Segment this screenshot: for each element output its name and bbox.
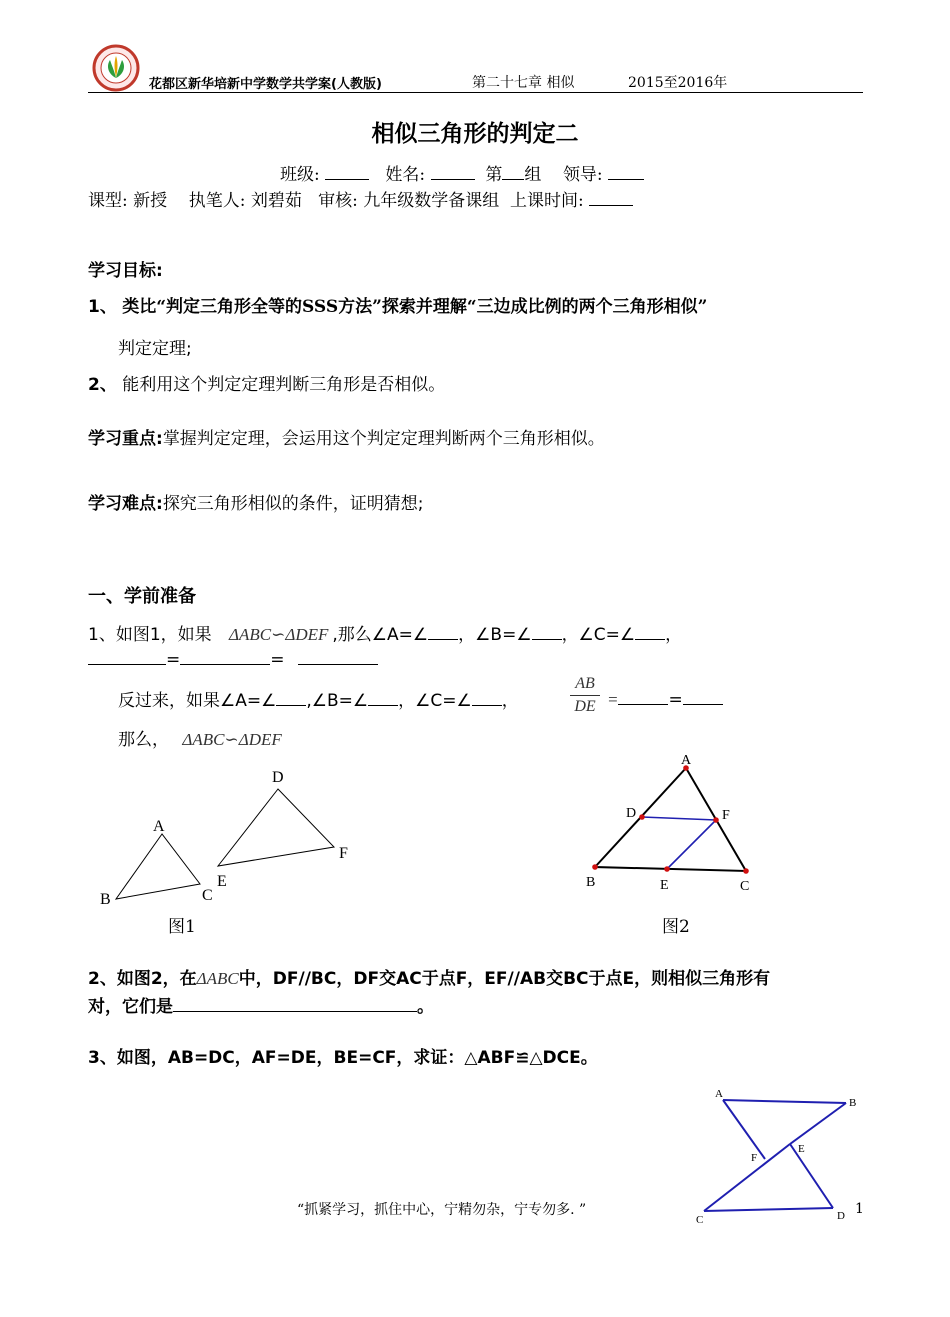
fig2-segment-ef <box>667 820 716 869</box>
goal-2-text: 能利用这个判定定理判断三角形是否相似。 <box>122 375 446 395</box>
q1-then-line <box>118 725 282 750</box>
q1-eq3: = <box>668 690 683 710</box>
fig2-caption: 图2 <box>662 917 690 937</box>
info-line-1 <box>280 160 644 185</box>
class-blank[interactable] <box>325 163 369 180</box>
focus-text: 掌握判定定理，会运用这个判定定理判断两个三角形相似。 <box>162 429 605 449</box>
q1-blank-a[interactable] <box>428 623 458 640</box>
q1-frac-den: DE <box>574 698 596 715</box>
goal-2-num: 2、 <box>88 375 117 395</box>
header-school: 花都区新华培新中学数学共学案(人教版) <box>149 77 382 92</box>
q1-after-sim: ,那么∠A=∠ <box>332 625 429 645</box>
fig2-label-b: B <box>586 875 596 890</box>
q3-text: 3、如图，AB=DC，AF=DE，BE=CF，求证：△ABF≌△DCE。 <box>88 1048 598 1068</box>
q1-frac-bar <box>570 695 600 696</box>
goal-2 <box>88 370 445 395</box>
q2-answer-blank[interactable] <box>173 995 417 1012</box>
fig2-point-b <box>592 864 598 870</box>
q1-trail: ， <box>665 625 683 645</box>
q1-conv-b: ,∠B=∠ <box>306 691 369 711</box>
type-line: 课型: 新授 执笔人: 刘碧茹 审核: 九年级数学备课组 上课时间: <box>88 191 584 211</box>
q1-b-eq: ，∠B=∠ <box>458 625 532 645</box>
q1-conv-prefix: 反过来，如果∠A=∠ <box>118 691 277 711</box>
q1-c-eq: ，∠C=∠ <box>561 625 636 645</box>
name-blank[interactable] <box>431 163 475 180</box>
fig1-label-c: C <box>202 887 213 904</box>
header-year: 2015至2016年 <box>628 75 728 91</box>
q1-blank-b[interactable] <box>532 623 562 640</box>
time-blank[interactable] <box>589 189 633 206</box>
fig1-label-b: B <box>100 891 111 908</box>
q1-frac-rest <box>607 688 723 710</box>
figure-3 <box>696 1080 870 1230</box>
figure-1 <box>90 760 370 910</box>
q1-prefix: 1、如图1，如果 <box>88 625 212 645</box>
info-line-2 <box>88 186 633 211</box>
q2-line2: 对，它们是 <box>88 997 173 1017</box>
q1-line-2 <box>88 648 378 670</box>
fig1-label-e: E <box>217 873 227 890</box>
q2-prefix: 2、如图2，在 <box>88 969 197 989</box>
q2-text: 中，DF//BC，DF交AC于点F，EF//AB交BC于点E，则相似三角形有 <box>238 969 771 989</box>
page-number: 1 <box>855 1201 864 1217</box>
fig3-label-b: B <box>849 1097 857 1109</box>
fig3-segment-cb <box>704 1144 790 1211</box>
fig2-label-e: E <box>660 878 669 893</box>
fig3-segment-ed <box>790 1144 833 1208</box>
difficulty-text: 探究三角形相似的条件，证明猜想; <box>162 494 424 514</box>
q1-fraction <box>568 674 602 717</box>
goal-1-text: 类比“判定三角形全等的SSS方法”探索并理解“三边成比例的两个三角形相似” <box>122 297 708 317</box>
header-rule <box>88 92 863 93</box>
fig3-segment-ab <box>723 1100 846 1103</box>
leader-blank[interactable] <box>608 163 644 180</box>
q2-tri: ΔABC <box>196 969 239 988</box>
q2-line-1 <box>88 964 770 989</box>
q1-eq1: = <box>166 650 181 670</box>
q1-frac-blank-1[interactable] <box>618 688 668 705</box>
q1-eq2: = <box>270 650 285 670</box>
q1-conv-blank-a[interactable] <box>276 689 306 706</box>
name-label: 姓名: <box>385 165 426 185</box>
q1-conv-blank-c[interactable] <box>472 689 502 706</box>
fig1-caption: 图1 <box>168 917 196 937</box>
focus-label: 学习重点: <box>88 429 163 449</box>
q1-conv-c: ，∠C=∠ <box>398 691 472 711</box>
fig2-label-d: D <box>626 806 637 821</box>
fig1-label-d: D <box>272 769 284 786</box>
q1-ratio-blank-2[interactable] <box>180 648 270 665</box>
q1-conv-trail: ， <box>501 691 519 711</box>
q1-then: 那么， <box>118 730 169 750</box>
header-chapter: 第二十七章 相似 <box>472 75 575 91</box>
q2-end: 。 <box>417 997 434 1017</box>
fig2-label-a: A <box>681 753 692 768</box>
footer-motto: “抓紧学习，抓住中心，宁精勿杂，宁专勿多. ” <box>297 1202 587 1218</box>
fig3-label-d: D <box>837 1210 845 1222</box>
group-blank[interactable] <box>502 163 524 180</box>
fig3-label-c: C <box>696 1214 704 1226</box>
q1-line-1 <box>88 620 682 645</box>
goal-1-num: 1、 <box>88 297 117 317</box>
triangle-def <box>218 789 334 866</box>
group-post: 组 <box>524 165 542 185</box>
fig1-label-f: F <box>339 845 348 862</box>
fig2-point-c <box>743 868 749 874</box>
fig2-label-f: F <box>722 808 730 823</box>
fig2-segment-df <box>642 817 716 820</box>
class-label: 班级: <box>280 165 320 185</box>
goal-1-cont: 判定定理; <box>118 339 192 359</box>
fig2-point-d <box>639 814 645 820</box>
fig3-segment-cd <box>704 1208 833 1211</box>
fig3-label-a: A <box>715 1088 723 1100</box>
q1-conv-blank-b[interactable] <box>368 689 398 706</box>
q1-ratio-blank-1[interactable] <box>88 648 166 665</box>
fig3-segment-af <box>723 1100 765 1159</box>
q1-frac-eq: = <box>607 690 619 709</box>
fig2-label-c: C <box>740 879 750 894</box>
triangle-abc <box>116 834 200 899</box>
fig2-point-e <box>664 866 670 872</box>
q1-ratio-blank-3[interactable] <box>298 648 378 665</box>
q2-line-2 <box>88 992 434 1017</box>
focus-line <box>88 424 605 449</box>
q1-sim2: ΔABC∽ΔDEF <box>182 730 282 749</box>
q1-blank-c[interactable] <box>635 623 665 640</box>
fig2-point-f <box>713 817 719 823</box>
q1-converse <box>118 686 519 711</box>
q1-sim1: ΔABC∽ΔDEF <box>229 625 329 644</box>
goal-1 <box>88 292 707 317</box>
goals-heading: 学习目标: <box>88 261 163 281</box>
fig3-segment-be <box>790 1103 846 1144</box>
fig1-label-a: A <box>153 818 165 835</box>
leader-label: 领导: <box>562 165 603 185</box>
page-title: 相似三角形的判定二 <box>371 121 579 147</box>
group-pre: 第 <box>485 165 503 185</box>
fig3-label-f: F <box>751 1152 758 1164</box>
section1-heading: 一、学前准备 <box>88 586 196 607</box>
q1-frac-num: AB <box>575 675 595 692</box>
q1-frac-blank-2[interactable] <box>683 688 723 705</box>
fig3-label-e: E <box>798 1143 805 1155</box>
school-logo <box>92 44 140 92</box>
difficulty-label: 学习难点: <box>88 494 163 514</box>
difficulty-line <box>88 489 424 514</box>
figure-2 <box>580 748 760 898</box>
